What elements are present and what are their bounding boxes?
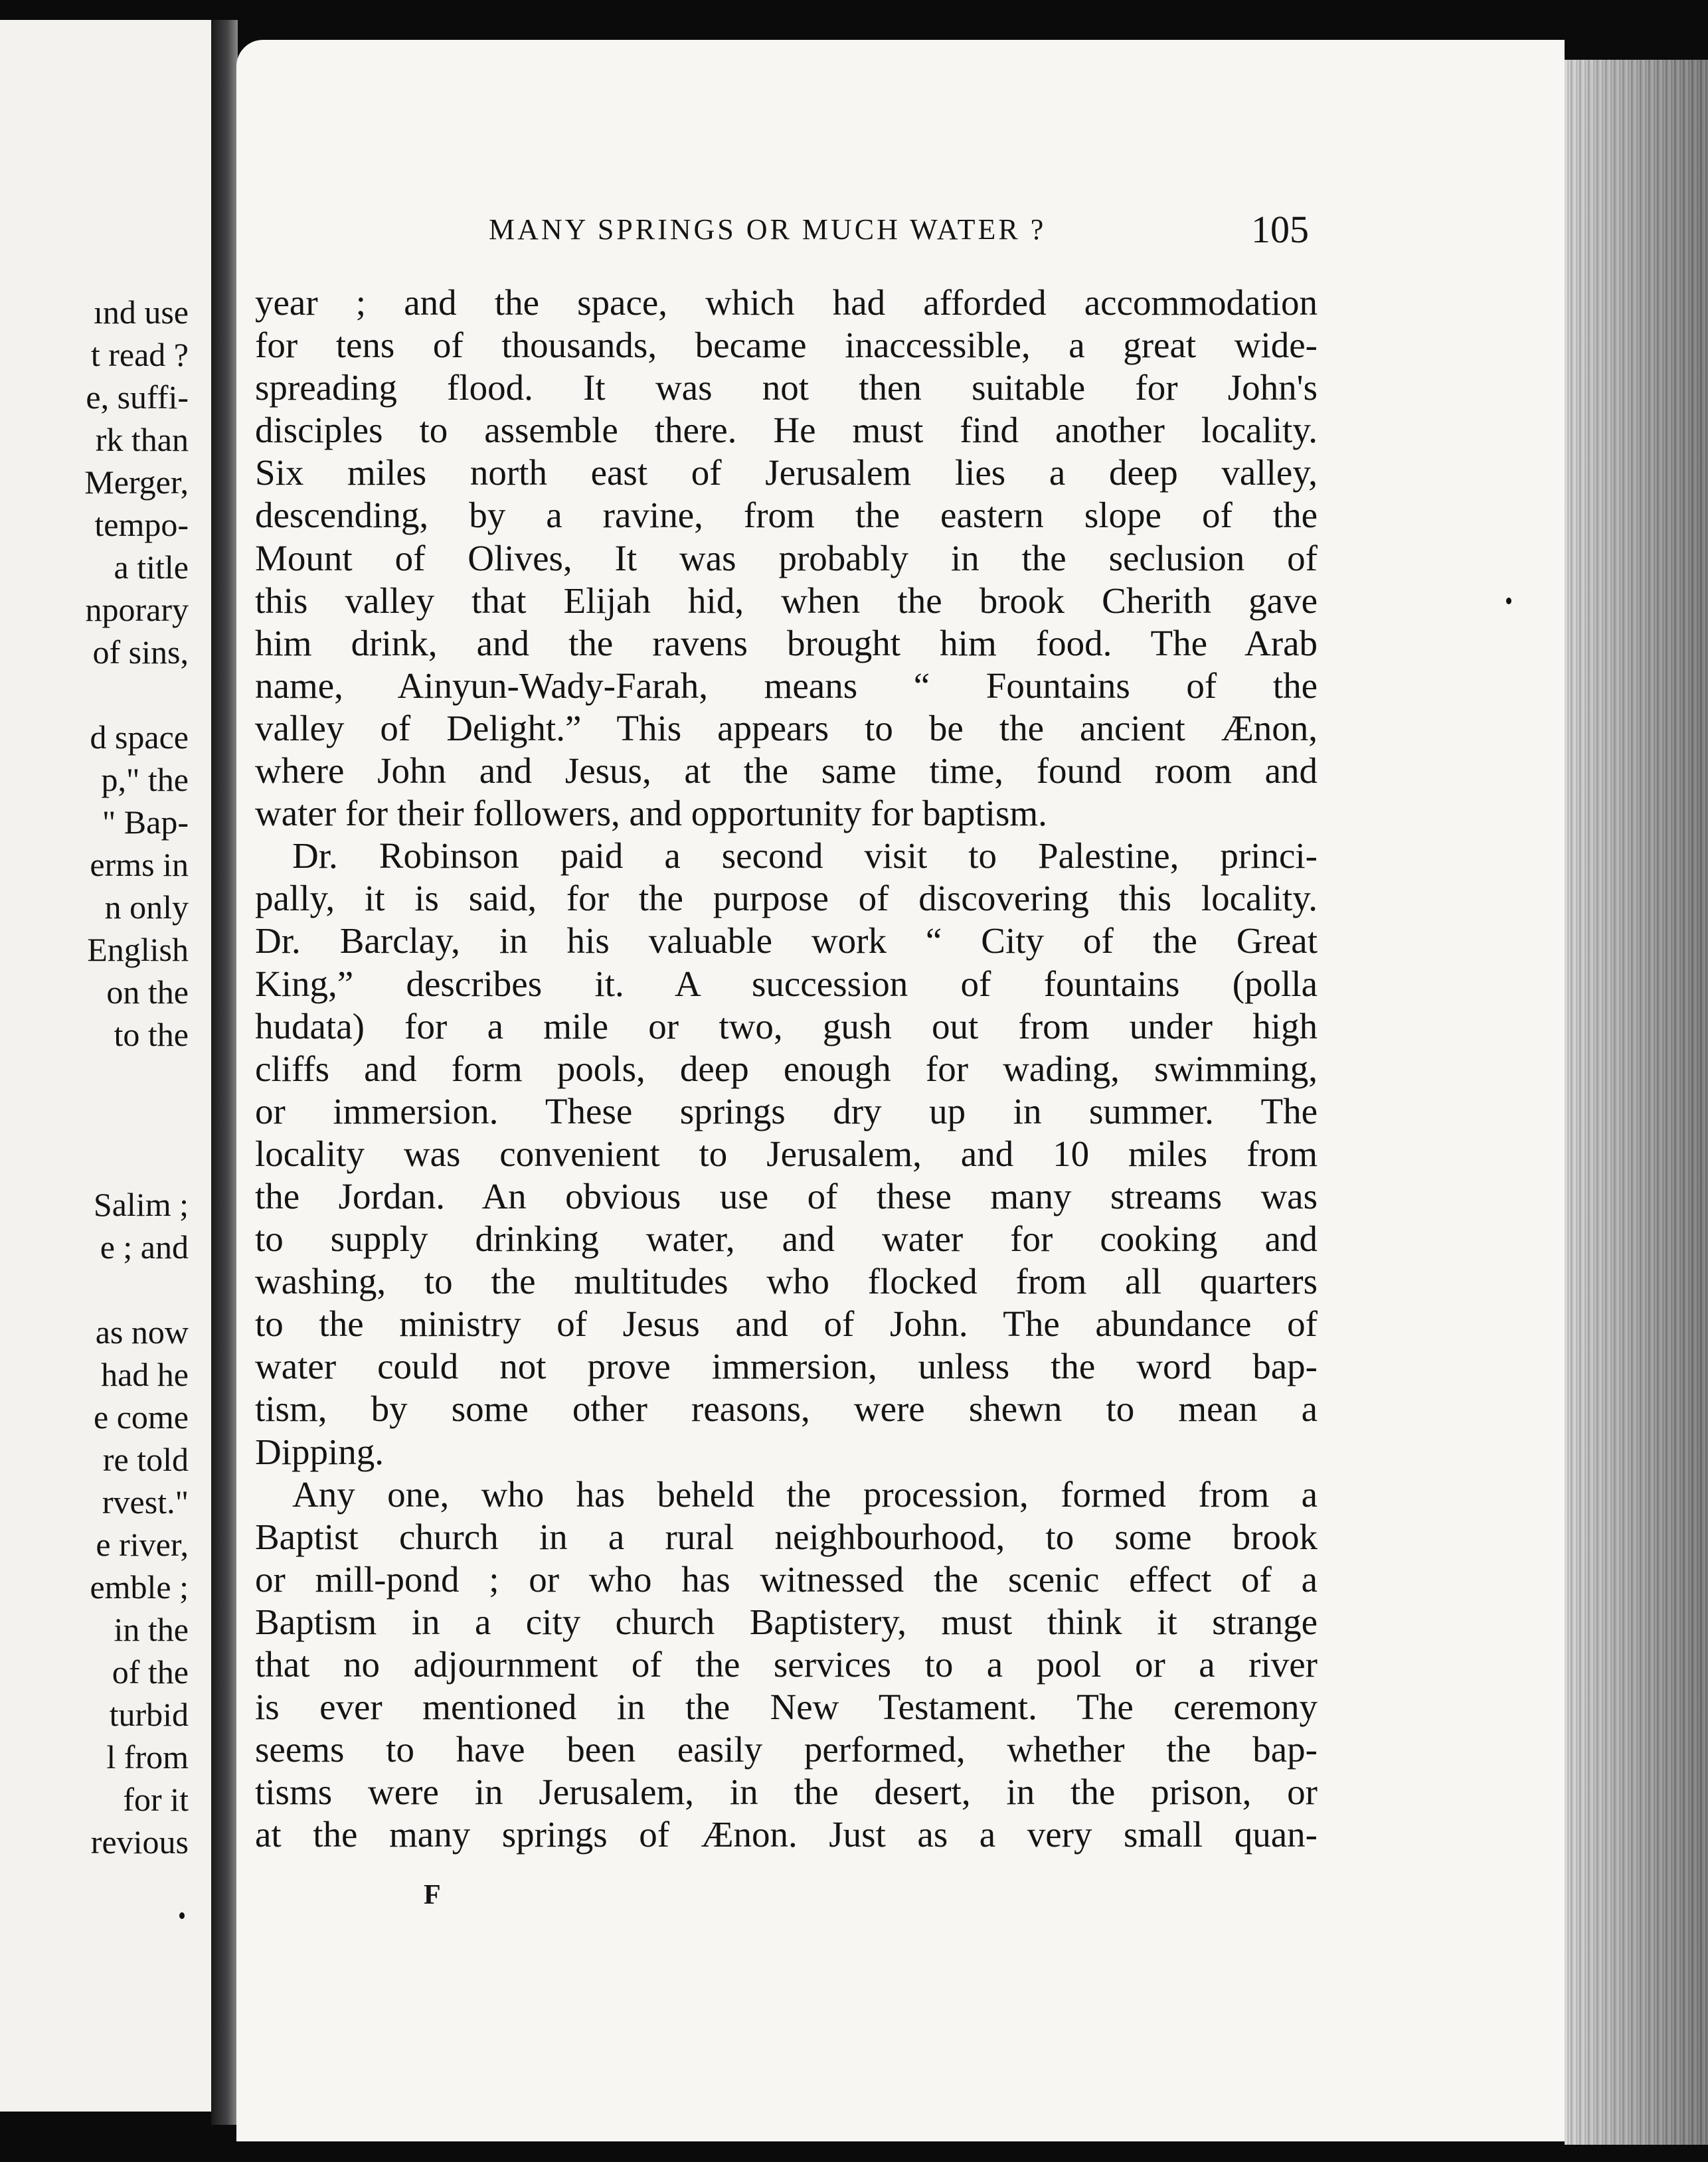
text-line: hudata) for a mile or two, gush out from under high — [255, 1005, 1318, 1046]
text-line: locality was convenient to Jerusalem, and 10 miles from — [255, 1133, 1318, 1174]
text-line: name, Ainyun-Wady-Farah, means “ Fountains of the — [255, 665, 1318, 706]
left-page-line: a title — [114, 548, 189, 586]
left-page-line: in the — [114, 1611, 189, 1648]
text-line: this valley that Elijah hid, when the brook Cherith gave — [255, 580, 1318, 621]
text-line: is ever mentioned in the New Testament. The ceremony — [255, 1687, 1318, 1728]
left-page-line: erms in — [90, 846, 189, 883]
text-line: or mill-pond ; or who has witnessed the scenic effect of a — [255, 1558, 1318, 1600]
text-line: King,” describes it. A succession of fountains (polla — [255, 963, 1318, 1004]
left-page-line: for it — [123, 1781, 189, 1818]
text-line: seems to have been easily performed, whether the bap- — [255, 1729, 1318, 1770]
left-page-line: had he — [101, 1356, 189, 1393]
left-page-line: e ; and — [100, 1228, 189, 1266]
text-line: Six miles north east of Jerusalem lies a deep valley, — [255, 452, 1318, 493]
text-line: Dr. Barclay, in his valuable work “ City of the Great — [255, 920, 1318, 961]
text-line: for tens of thousands, became inaccessible, a great wide- — [255, 325, 1318, 366]
page-number: 105 — [1251, 208, 1309, 251]
text-line: Dipping. — [255, 1431, 384, 1472]
text-line: or immersion. These springs dry up in summer. The — [255, 1090, 1318, 1131]
left-page-line: rk than — [95, 421, 189, 458]
left-page-line: e, suffi- — [86, 378, 189, 416]
running-head: MANY SPRINGS OR MUCH WATER ? — [489, 213, 1047, 246]
left-page-line: tempo- — [94, 506, 189, 543]
left-page-line: nporary — [85, 591, 189, 628]
left-page-line: Merger, — [84, 463, 189, 501]
text-line: to the ministry of Jesus and of John. The abundance of — [255, 1303, 1318, 1345]
text-line: water could not prove immersion, unless the word bap- — [255, 1346, 1318, 1387]
left-page-line: n only — [104, 888, 189, 926]
left-page-line: l from — [106, 1738, 189, 1776]
scan-speck — [179, 1912, 185, 1919]
left-page-line: of the — [112, 1653, 189, 1691]
text-line: cliffs and form pools, deep enough for wading, swimming, — [255, 1048, 1318, 1089]
left-page-line: " Bap- — [102, 803, 189, 841]
left-page-line: t read ? — [90, 336, 189, 373]
body-text — [255, 282, 1318, 1856]
text-line: pally, it is said, for the purpose of discovering this locality. — [255, 878, 1318, 919]
left-page-line: as now — [95, 1313, 189, 1351]
left-page-line: p," the — [101, 761, 189, 798]
left-page-line: d space — [90, 718, 189, 756]
left-page-line: Salim ; — [93, 1186, 189, 1223]
left-facing-page — [0, 20, 218, 2112]
text-line: Baptism in a city church Baptistery, must think it strange — [255, 1601, 1318, 1642]
left-page-line: rvest." — [102, 1483, 189, 1521]
left-page-line: on the — [106, 973, 189, 1011]
text-line: Dr. Robinson paid a second visit to Palestine, princi- — [292, 835, 1318, 876]
text-line: descending, by a ravine, from the eastern slope of the — [255, 495, 1318, 536]
text-line: Baptist church in a rural neighbourhood, to some brook — [255, 1516, 1318, 1557]
text-line: Mount of Olives, It was probably in the seclusion of — [255, 537, 1318, 578]
page-edges — [1565, 60, 1708, 2145]
text-line: at the many springs of Ænon. Just as a very small quan- — [255, 1814, 1318, 1855]
left-page-line: to the — [114, 1016, 189, 1053]
text-line: valley of Delight.” This appears to be the ancient Ænon, — [255, 707, 1318, 748]
left-page-line: e come — [94, 1398, 189, 1436]
text-line: year ; and the space, which had afforded accommodation — [255, 282, 1318, 323]
text-line: Any one, who has beheld the procession, formed from a — [292, 1473, 1318, 1515]
signature-mark: F — [424, 1880, 441, 1910]
text-line: spreading flood. It was not then suitable for John's — [255, 367, 1318, 408]
left-page-line: ınd use — [93, 293, 189, 331]
book-gutter — [211, 20, 238, 2125]
left-page-line: e river, — [96, 1526, 189, 1563]
text-line: washing, to the multitudes who flocked from all quarters — [255, 1261, 1318, 1302]
text-line: to supply drinking water, and water for cooking and — [255, 1218, 1318, 1260]
left-page-line: of sins, — [92, 633, 189, 671]
text-line: him drink, and the ravens brought him food. The Arab — [255, 622, 1318, 663]
text-line: disciples to assemble there. He must find another locality. — [255, 410, 1318, 451]
text-line: that no adjournment of the services to a pool or a river — [255, 1644, 1318, 1685]
left-page-line: re told — [102, 1441, 189, 1478]
left-page-line: turbid — [109, 1696, 189, 1733]
text-line: where John and Jesus, at the same time, found room and — [255, 750, 1318, 791]
text-line: tism, by some other reasons, were shewn to mean a — [255, 1388, 1318, 1430]
left-page-line: emble ; — [90, 1568, 189, 1606]
left-page-line: revious — [90, 1823, 189, 1861]
scan-speck — [1506, 598, 1511, 604]
left-page-line: English — [87, 931, 189, 968]
text-line: water for their followers, and opportunity for baptism. — [255, 793, 1047, 834]
text-line: the Jordan. An obvious use of these many streams was — [255, 1175, 1318, 1216]
text-line: tisms were in Jerusalem, in the desert, in the prison, or — [255, 1772, 1318, 1813]
